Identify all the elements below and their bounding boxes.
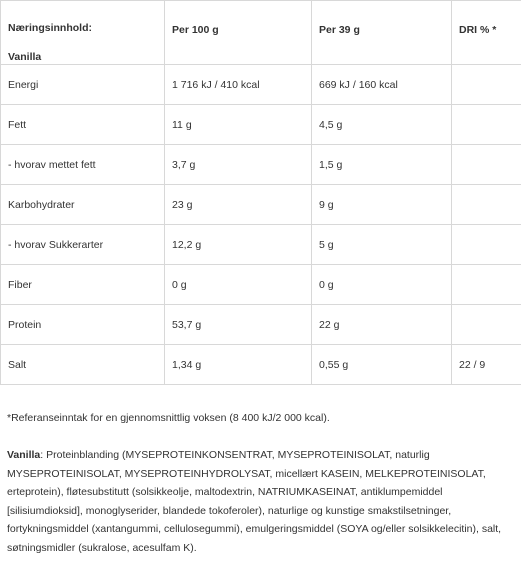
reference-intake-footnote: *Referanseinntak for en gjennomsnittlig voksen (8 400 kJ/2 000 kcal). (7, 412, 330, 424)
ingredients-flavor-label: Vanilla (7, 449, 41, 461)
nutrient-per39: 669 kJ / 160 kcal (312, 65, 452, 105)
table-row (1, 225, 521, 265)
nutrient-name: - hvorav Sukkerarter (1, 225, 165, 265)
header-cell-nutrition (1, 1, 165, 65)
nutrient-dri (452, 145, 521, 185)
nutrient-dri (452, 65, 521, 105)
table-row (1, 185, 521, 225)
nutrient-per100: 11 g (165, 105, 312, 145)
nutrient-per100: 1,34 g (165, 345, 312, 385)
nutrient-name: Fiber (1, 265, 165, 305)
nutrient-per39: 5 g (312, 225, 452, 265)
header-cell-per100: Per 100 g (165, 1, 312, 65)
nutrient-per100: 23 g (165, 185, 312, 225)
nutrient-dri (452, 265, 521, 305)
nutrient-per100: 3,7 g (165, 145, 312, 185)
table-row (1, 265, 521, 305)
table-header-row (1, 1, 521, 65)
nutrient-per100: 1 716 kJ / 410 kcal (165, 65, 312, 105)
table-row (1, 105, 521, 145)
nutrient-per39: 4,5 g (312, 105, 452, 145)
ingredients-paragraph (7, 446, 507, 557)
header-flavor-label: Vanilla (8, 51, 42, 63)
table-row (1, 145, 521, 185)
nutrient-dri (452, 225, 521, 265)
nutrient-dri: 22 / 9 (452, 345, 521, 385)
nutrient-per39: 22 g (312, 305, 452, 345)
table-row (1, 305, 521, 345)
table-row (1, 345, 521, 385)
nutrient-name: Energi (1, 65, 165, 105)
nutrient-per100: 53,7 g (165, 305, 312, 345)
ingredients-text: : Proteinblanding (MYSEPROTEINKONSENTRAT, MYSEPROTEINISOLAT, naturlig MYSEPROTEINISOLAT, MYSEPROTEINHYDROLYSAT, micellært KASEIN, MELKEPROTEINISOLAT, erteprotein), fløtesubstitutt (solsikkeolje, maltodextrin, NATRIUMKASEINAT, antiklumpemiddel [silisiumdioksid], monoglyserider, blandede tokoferoler), naturlige og kunstige smakstilsetninger, fortykningsmiddel (xantangummi, cellulosegummi), emulgeringsmiddel (SOYA og/eller solsikkelecitin), salt, søtningsmidler (sukralose, acesulfam K). (7, 449, 502, 554)
nutrient-per100: 0 g (165, 265, 312, 305)
nutrient-dri (452, 185, 521, 225)
nutrient-name: Fett (1, 105, 165, 145)
nutrient-per100: 12,2 g (165, 225, 312, 265)
nutrient-per39: 0,55 g (312, 345, 452, 385)
nutrient-name: Karbohydrater (1, 185, 165, 225)
nutrient-name: Salt (1, 345, 165, 385)
nutrient-per39: 0 g (312, 265, 452, 305)
header-nutrition-label: Næringsinnhold: (8, 22, 92, 34)
nutrient-per39: 9 g (312, 185, 452, 225)
nutrient-name: - hvorav mettet fett (1, 145, 165, 185)
nutrient-name: Protein (1, 305, 165, 345)
table-row (1, 65, 521, 105)
nutrient-dri (452, 105, 521, 145)
nutrient-dri (452, 305, 521, 345)
header-cell-per39: Per 39 g (312, 1, 452, 65)
header-cell-dri: DRI % * (452, 1, 521, 65)
nutrient-per39: 1,5 g (312, 145, 452, 185)
